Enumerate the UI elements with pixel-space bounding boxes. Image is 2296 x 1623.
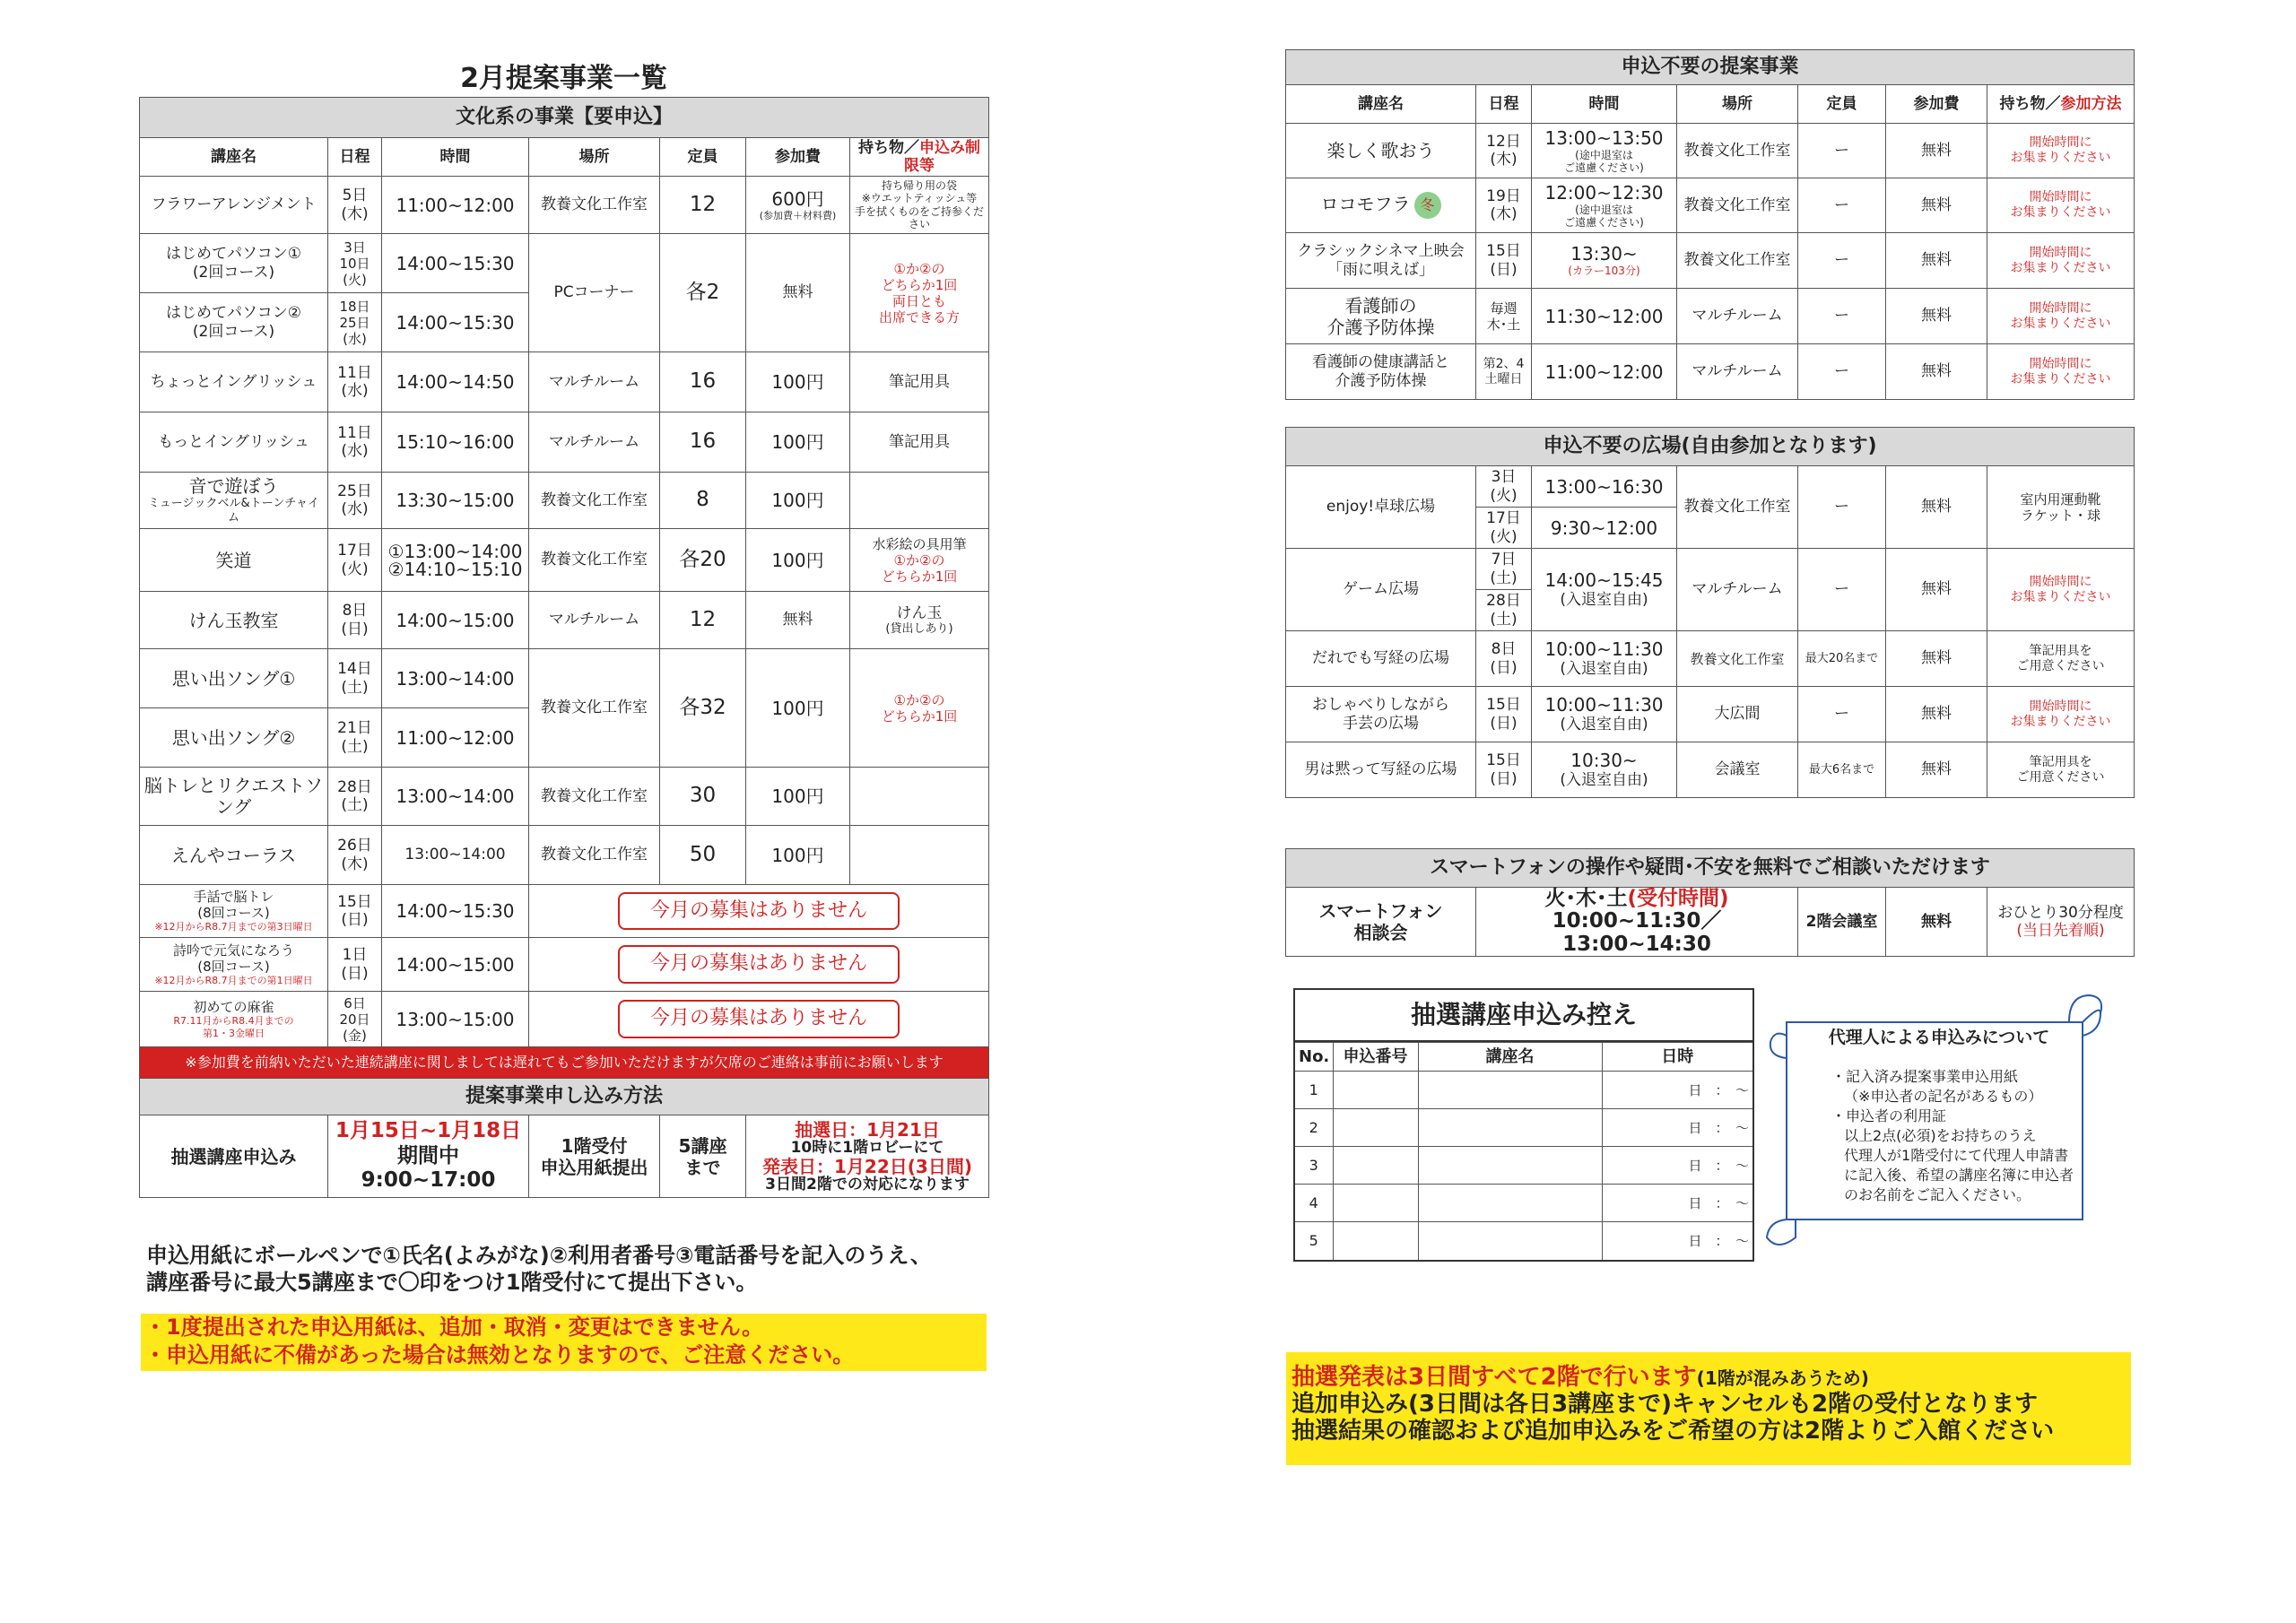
memo-app-number-field[interactable]	[1333, 1109, 1418, 1147]
consult-fee: 無料	[1886, 888, 1987, 957]
event-time: 13:00~13:50	[1544, 126, 1664, 149]
time-note: (途中退室は ご遠慮ください)	[1564, 148, 1644, 174]
apply-method-header: 提案事業申し込み方法	[140, 1079, 989, 1115]
memo-row	[1295, 1222, 1752, 1260]
course-name: 詩吟で元気になろう (8回コース)	[172, 942, 294, 975]
event-participation: 開始時間に お集まりください	[1987, 289, 2135, 344]
consult-place: 2階会議室	[1798, 888, 1886, 957]
column-header: 時間	[382, 138, 529, 177]
memo-row-number: 5	[1295, 1222, 1333, 1260]
memo-course-field[interactable]	[1418, 1072, 1602, 1109]
event-place: 教養文化工作室	[1677, 233, 1798, 289]
instruction-line: 申込用紙にボールペンで①氏名(よみがな)②利用者番号③電話番号を記入のうえ、	[146, 1243, 932, 1268]
instruction-line: 講座番号に最大5講座まで〇印をつけ1階受付にて提出下さい。	[146, 1270, 758, 1295]
plaza-capacity: ー	[1798, 549, 1886, 631]
table-row	[1286, 344, 2135, 400]
announce-note: 3日間2階での対応になります	[765, 1175, 970, 1193]
column-header: 講座名	[140, 138, 328, 177]
course-time: 14:00~15:00	[382, 592, 529, 649]
memo-datetime-field[interactable]: 日 ： ～	[1602, 1222, 1752, 1260]
event-capacity: ー	[1798, 124, 1886, 178]
event-participation: 開始時間に お集まりください	[1987, 344, 2135, 400]
event-capacity: ー	[1798, 344, 1886, 400]
course-date: 5日 (木)	[328, 177, 382, 234]
instructions	[146, 1242, 932, 1296]
plaza-items: 室内用運動靴 ラケット・球	[1987, 466, 2135, 549]
course-schedule-note: ※12月からR8.7月までの第1日曜日	[154, 974, 313, 986]
memo-course-field[interactable]	[1418, 1109, 1602, 1147]
plaza-fee: 無料	[1886, 466, 1987, 549]
course-place: 教養文化工作室	[529, 529, 660, 592]
table-row	[1286, 124, 2135, 178]
course-date: 6日 20日 (金)	[328, 992, 382, 1047]
course-time: 14:00~15:30	[382, 293, 529, 352]
plaza-table	[1285, 427, 2134, 798]
course-items: 筆記用具	[850, 412, 989, 473]
event-place: 教養文化工作室	[1677, 178, 1798, 233]
plaza-date: 17日 (火)	[1476, 508, 1532, 549]
prepay-note: ※参加費を前納いただいた連続講座に関しましては遅れてもご参加いただけますが欠席のご連絡は事前にお願いします	[140, 1047, 989, 1079]
course-time: 15:10~16:00	[382, 412, 529, 473]
course-name: 脳トレとリクエストソング	[140, 768, 328, 826]
proxy-line: に記入後、希望の講座名簿に申込者	[1844, 1167, 2074, 1184]
course-capacity: 12	[660, 177, 746, 234]
column-header: 定員	[660, 138, 746, 177]
course-time: 11:00~12:00	[382, 177, 529, 234]
course-place: 教養文化工作室	[529, 649, 660, 768]
course-items: けん玉	[896, 603, 943, 622]
course-capacity: 50	[660, 826, 746, 885]
course-items: 筆記用具	[850, 352, 989, 412]
memo-col: 申込番号	[1333, 1043, 1418, 1072]
course-items	[850, 768, 989, 826]
plaza-capacity: 最大6名まで	[1798, 742, 1886, 798]
course-name: 思い出ソング①	[140, 649, 328, 708]
plaza-fee: 無料	[1886, 549, 1987, 631]
plaza-date: 7日 (土)	[1476, 549, 1532, 590]
plaza-name: だれでも写経の広場	[1286, 631, 1476, 687]
course-time: 13:30~15:00	[382, 473, 529, 529]
table-row	[140, 234, 989, 293]
course-time: 11:00~12:00	[382, 708, 529, 768]
course-name: はじめてパソコン① (2回コース)	[140, 234, 328, 293]
consult-days: 火･木･土	[1544, 887, 1628, 910]
memo-row-number: 1	[1295, 1072, 1333, 1109]
course-date: 15日 (日)	[328, 885, 382, 938]
table-row	[1286, 888, 2135, 957]
course-capacity: 各20	[660, 529, 746, 592]
table-row	[140, 177, 989, 234]
plaza-time: 14:00~15:45	[1544, 569, 1664, 592]
notice-line: 抽選結果の確認および追加申込みをご希望の方は2階よりご入館ください	[1292, 1417, 2055, 1445]
course-date: 3日 10日 (火)	[328, 234, 382, 293]
course-date: 21日 (土)	[328, 708, 382, 768]
plaza-place: 大広間	[1677, 687, 1798, 742]
plaza-fee: 無料	[1886, 687, 1987, 742]
memo-datetime-field[interactable]: 日 ： ～	[1602, 1109, 1752, 1147]
course-items: 水彩絵の具用筆	[872, 535, 967, 552]
course-items	[850, 473, 989, 529]
event-time: 11:00~12:00	[1532, 344, 1677, 400]
event-time: 12:00~12:30	[1544, 181, 1664, 204]
table-row	[140, 826, 989, 885]
course-date: 25日 (水)	[328, 473, 382, 529]
lottery-memo-form	[1293, 988, 1754, 1262]
time-note: (カラー103分)	[1568, 265, 1640, 278]
course-time: ①13:00~14:00 ②14:10~15:10	[382, 529, 529, 592]
memo-course-field[interactable]	[1418, 1185, 1602, 1222]
plaza-time: 13:00~16:30	[1532, 466, 1677, 508]
column-header: 場所	[529, 138, 660, 177]
event-date: 第2、4 土曜日	[1476, 344, 1532, 400]
memo-course-field[interactable]	[1418, 1222, 1602, 1260]
event-name: クラシックシネマ上映会 「雨に唄えば」	[1286, 233, 1476, 289]
event-fee: 無料	[1886, 289, 1987, 344]
course-name: けん玉教室	[140, 592, 328, 649]
plaza-participation: 開始時間に お集まりください	[1987, 549, 2135, 631]
page-title-left: 2月提案事業一覧	[460, 63, 667, 94]
plaza-items: 筆記用具を ご用意ください	[1987, 631, 2135, 687]
event-capacity: ー	[1798, 178, 1886, 233]
course-name: はじめてパソコン② (2回コース)	[140, 293, 328, 352]
memo-course-field[interactable]	[1418, 1147, 1602, 1185]
memo-app-number-field[interactable]	[1333, 1185, 1418, 1222]
event-participation: 開始時間に お集まりください	[1987, 178, 2135, 233]
section-header: スマートフォンの操作や疑問･不安を無料でご相談いただけます	[1286, 849, 2135, 888]
plaza-date: 3日 (火)	[1476, 466, 1532, 508]
plaza-time: 9:30~12:00	[1532, 508, 1677, 549]
course-date: 26日 (木)	[328, 826, 382, 885]
table-row	[1286, 178, 2135, 233]
plaza-name: おしゃべりしながら 手芸の広場	[1286, 687, 1476, 742]
course-place: 教養文化工作室	[529, 473, 660, 529]
event-capacity: ー	[1798, 289, 1886, 344]
event-place: マルチルーム	[1677, 289, 1798, 344]
table-row	[140, 768, 989, 826]
memo-row	[1295, 1147, 1752, 1185]
proxy-line: ・記入済み提案事業申込用紙	[1831, 1068, 2019, 1085]
memo-col: No.	[1295, 1043, 1333, 1072]
course-place: マルチルーム	[529, 412, 660, 473]
plaza-place: マルチルーム	[1677, 549, 1798, 631]
warning-box	[141, 1314, 987, 1371]
memo-row-number: 2	[1295, 1109, 1333, 1147]
course-fee: 100円	[746, 412, 850, 473]
table-row	[1286, 549, 2135, 590]
apply-label: 抽選講座申込み	[140, 1115, 328, 1198]
course-time: 14:00~14:50	[382, 352, 529, 412]
table-row	[1286, 289, 2135, 344]
plaza-date: 15日 (日)	[1476, 742, 1532, 798]
plaza-place: 教養文化工作室	[1677, 466, 1798, 549]
course-fee: 100円	[746, 768, 850, 826]
time-note: (入退室自由)	[1560, 660, 1648, 679]
course-date: 11日 (水)	[328, 352, 382, 412]
column-header: 持ち物／参加方法	[1987, 85, 2135, 124]
event-place: マルチルーム	[1677, 344, 1798, 400]
memo-title: 抽選講座申込み控え	[1295, 990, 1752, 1042]
consult-duration: おひとり30分程度	[1997, 903, 2124, 922]
plaza-place: 会議室	[1677, 742, 1798, 798]
fee-note: (参加費＋材料費)	[759, 209, 837, 221]
column-header: 日程	[1476, 85, 1532, 124]
course-time: 13:00~15:00	[382, 992, 529, 1047]
memo-row-number: 4	[1295, 1185, 1333, 1222]
course-restriction: ①か②の どちらか1回 両日とも 出席できる方	[850, 234, 989, 352]
event-name: ロコモフラ	[1320, 193, 1411, 215]
items-note: (貸出しあり)	[885, 621, 953, 636]
event-fee: 無料	[1886, 344, 1987, 400]
course-name: 初めての麻雀	[193, 999, 274, 1016]
section-header: 文化系の事業【要申込】	[140, 98, 989, 138]
table-row	[1286, 742, 2135, 798]
plaza-capacity: ー	[1798, 687, 1886, 742]
course-name: フラワーアレンジメント	[140, 177, 328, 234]
time-note: (入退室自由)	[1560, 716, 1648, 734]
smartphone-consult-table	[1285, 848, 2134, 957]
memo-app-number-field[interactable]	[1333, 1222, 1418, 1260]
table-row	[140, 649, 989, 708]
consult-duration-note: (当日先着順)	[2016, 921, 2105, 940]
memo-datetime-field[interactable]: 日 ： ～	[1602, 1185, 1752, 1222]
course-time: 13:00~14:00	[382, 768, 529, 826]
course-capacity: 8	[660, 473, 746, 529]
table-row	[140, 992, 989, 1047]
table-row	[1286, 687, 2135, 742]
course-time: 13:00~14:00	[382, 826, 529, 885]
table-row	[140, 885, 989, 938]
proxy-text	[1831, 1067, 2074, 1205]
course-fee: 100円	[746, 826, 850, 885]
plaza-time: 10:30~	[1570, 750, 1638, 772]
notice-sub: (1階が混みあうため)	[1696, 1367, 1869, 1389]
course-time: 14:00~15:00	[382, 938, 529, 992]
proxy-line: 以上2点(必須)をお持ちのうえ	[1844, 1127, 2037, 1144]
course-capacity: 各2	[660, 234, 746, 352]
no-recruitment-notice: 今月の募集はありません	[618, 892, 900, 930]
event-participation: 開始時間に お集まりください	[1987, 124, 2135, 178]
proxy-line: ・申込者の利用証	[1831, 1107, 1947, 1124]
course-name: ちょっとイングリッシュ	[140, 352, 328, 412]
column-header: 場所	[1677, 85, 1798, 124]
plaza-name: 男は黙って写経の広場	[1286, 742, 1476, 798]
course-schedule-note: R7.11月からR8.4月までの 第1・3金曜日	[173, 1015, 294, 1039]
draw-place: 10時に1階ロビーにて	[790, 1138, 944, 1157]
memo-row-number: 3	[1295, 1147, 1333, 1185]
plaza-fee: 無料	[1886, 742, 1987, 798]
course-capacity: 30	[660, 768, 746, 826]
event-fee: 無料	[1886, 178, 1987, 233]
table-row	[1286, 233, 2135, 289]
consult-days-note: (受付時間)	[1627, 887, 1729, 910]
column-header: 持ち物／申込み制限等	[850, 138, 989, 177]
course-fee: 100円	[746, 649, 850, 768]
table-row	[140, 412, 989, 473]
table-row	[1286, 631, 2135, 687]
plaza-name: ゲーム広場	[1286, 549, 1476, 631]
time-note: (入退室自由)	[1560, 771, 1648, 790]
time-note: (途中退室は ご遠慮ください)	[1564, 203, 1644, 229]
event-time: 13:30~	[1570, 243, 1638, 265]
course-date: 17日 (火)	[328, 529, 382, 592]
plaza-name: enjoy!卓球広場	[1286, 466, 1476, 549]
column-header: 定員	[1798, 85, 1886, 124]
apply-hours: 期間中9:00~17:00	[361, 1143, 496, 1193]
event-date: 12日 (木)	[1476, 124, 1532, 178]
notice-line: 抽選発表は3日間すべて2階で行います	[1292, 1364, 1697, 1391]
course-items: 持ち帰り用の袋 ※ウエットティッシュ等 手を拭くものをご持参ください	[850, 177, 989, 234]
course-name: 音で遊ぼう	[188, 475, 279, 498]
winter-badge-icon: 冬	[1414, 192, 1441, 219]
memo-app-number-field[interactable]	[1333, 1072, 1418, 1109]
course-fee: 無料	[746, 234, 850, 352]
notice-line: 追加申込み(3日間は各日3講座まで)キャンセルも2階の受付となります	[1292, 1390, 2039, 1418]
course-date: 28日 (土)	[328, 768, 382, 826]
course-place: PCコーナー	[529, 234, 660, 352]
course-date: 8日 (日)	[328, 592, 382, 649]
course-time: 14:00~15:30	[382, 234, 529, 293]
table-row	[140, 938, 989, 992]
plaza-date: 8日 (日)	[1476, 631, 1532, 687]
column-header: 時間	[1532, 85, 1677, 124]
plaza-date: 15日 (日)	[1476, 687, 1532, 742]
memo-row	[1295, 1185, 1752, 1222]
apply-row	[140, 1115, 989, 1198]
proxy-line: （※申込者の記名があるもの）	[1844, 1088, 2043, 1105]
plaza-capacity: ー	[1798, 466, 1886, 549]
event-capacity: ー	[1798, 233, 1886, 289]
warning-line: ・申込用紙に不備があった場合は無効となりますので、ご注意ください。	[144, 1342, 855, 1368]
course-name: 思い出ソング②	[140, 708, 328, 768]
plaza-time: 10:00~11:30	[1544, 638, 1664, 661]
course-capacity: 16	[660, 412, 746, 473]
course-date: 14日 (土)	[328, 649, 382, 708]
apply-limit: 5講座 まで	[660, 1115, 746, 1198]
apply-location: 1階受付 申込用紙提出	[529, 1115, 660, 1198]
memo-datetime-field[interactable]: 日 ： ～	[1602, 1072, 1752, 1109]
event-time: 11:30~12:00	[1532, 289, 1677, 344]
event-name: 楽しく歌おう	[1286, 124, 1476, 178]
column-header: 日程	[328, 138, 382, 177]
plaza-time: 10:00~11:30	[1544, 694, 1664, 716]
memo-app-number-field[interactable]	[1333, 1147, 1418, 1185]
event-date: 15日 (日)	[1476, 233, 1532, 289]
draw-date: 抽選日：1月21日	[795, 1118, 940, 1141]
course-fee: 100円	[746, 473, 850, 529]
proxy-line: のお名前をご記入ください。	[1844, 1186, 2031, 1203]
course-name: 手話で脳トレ (8回コース)	[193, 889, 274, 922]
no-recruitment-notice: 今月の募集はありません	[618, 1000, 900, 1037]
memo-col: 講座名	[1418, 1043, 1602, 1072]
consult-hours: 10:00~11:30／13:00~14:30	[1552, 909, 1722, 956]
plaza-items: 筆記用具を ご用意ください	[1987, 742, 2135, 798]
plaza-fee: 無料	[1886, 631, 1987, 687]
table-row	[140, 473, 989, 529]
proxy-title: 代理人による申込みについて	[1828, 1028, 2050, 1047]
course-date: 18日 25日 (水)	[328, 293, 382, 352]
table-row	[140, 592, 989, 649]
table-row	[1286, 466, 2135, 508]
column-header: 参加費	[1886, 85, 1987, 124]
course-name: 笑道	[140, 529, 328, 592]
course-place: マルチルーム	[529, 592, 660, 649]
plaza-place: 教養文化工作室	[1677, 631, 1798, 687]
course-place: 教養文化工作室	[529, 826, 660, 885]
course-capacity: 12	[660, 592, 746, 649]
memo-row	[1295, 1109, 1752, 1147]
plaza-capacity: 最大20名まで	[1798, 631, 1886, 687]
course-fee: 600円	[771, 187, 824, 210]
event-date: 毎週 木･土	[1476, 289, 1532, 344]
memo-row	[1295, 1072, 1752, 1109]
column-header: 講座名	[1286, 85, 1476, 124]
course-fee: 100円	[746, 529, 850, 592]
course-subtitle: ミュージックベル&トーンチャイム	[148, 497, 319, 525]
memo-col: 日時	[1602, 1043, 1752, 1072]
event-participation: 開始時間に お集まりください	[1987, 233, 2135, 289]
column-header: 参加費	[746, 138, 850, 177]
culture-events-table	[139, 97, 988, 1198]
course-name: えんやコーラス	[140, 826, 328, 885]
warning-line: ・1度提出された申込用紙は、追加・取消・変更はできません。	[144, 1315, 764, 1340]
course-capacity: 各32	[660, 649, 746, 768]
proxy-scroll	[1760, 986, 2118, 1255]
course-place: 教養文化工作室	[529, 768, 660, 826]
table-row	[140, 529, 989, 592]
course-schedule-note: ※12月からR8.7月までの第3日曜日	[154, 921, 313, 933]
course-name: もっとイングリッシュ	[140, 412, 328, 473]
section-header: 申込不要の広場(自由参加となります)	[1286, 428, 2135, 466]
lottery-notice-box	[1286, 1352, 2131, 1465]
event-name: 看護師の 介護予防体操	[1286, 289, 1476, 344]
no-application-events-table	[1285, 49, 2134, 400]
course-fee: 無料	[746, 592, 850, 649]
event-date: 19日 (木)	[1476, 178, 1532, 233]
consult-name: スマートフォン 相談会	[1286, 888, 1476, 957]
memo-datetime-field[interactable]: 日 ： ～	[1602, 1147, 1752, 1185]
event-place: 教養文化工作室	[1677, 124, 1798, 178]
time-note: (入退室自由)	[1560, 591, 1648, 610]
course-time: 14:00~15:30	[382, 885, 529, 938]
course-date: 11日 (水)	[328, 412, 382, 473]
announce-date: 発表日：1月22日(3日間)	[762, 1155, 972, 1177]
section-header: 申込不要の提案事業	[1286, 50, 2135, 85]
plaza-date: 28日 (土)	[1476, 590, 1532, 631]
table-row	[140, 352, 989, 412]
course-place: マルチルーム	[529, 352, 660, 412]
course-capacity: 16	[660, 352, 746, 412]
course-restriction: ①か②の どちらか1回	[850, 649, 989, 768]
course-date: 1日 (日)	[328, 938, 382, 992]
plaza-participation: 開始時間に お集まりください	[1987, 687, 2135, 742]
event-name: 看護師の健康講話と 介護予防体操	[1286, 344, 1476, 400]
course-restriction: ①か②の どちらか1回	[881, 551, 958, 585]
event-fee: 無料	[1886, 124, 1987, 178]
course-items	[850, 826, 989, 885]
proxy-line: 代理人が1階受付にて代理人申請書	[1844, 1147, 2069, 1164]
course-time: 13:00~14:00	[382, 649, 529, 708]
course-fee: 100円	[746, 352, 850, 412]
course-place: 教養文化工作室	[529, 177, 660, 234]
apply-period: 1月15日~1月18日	[335, 1119, 522, 1143]
event-fee: 無料	[1886, 233, 1987, 289]
no-recruitment-notice: 今月の募集はありません	[618, 945, 900, 983]
